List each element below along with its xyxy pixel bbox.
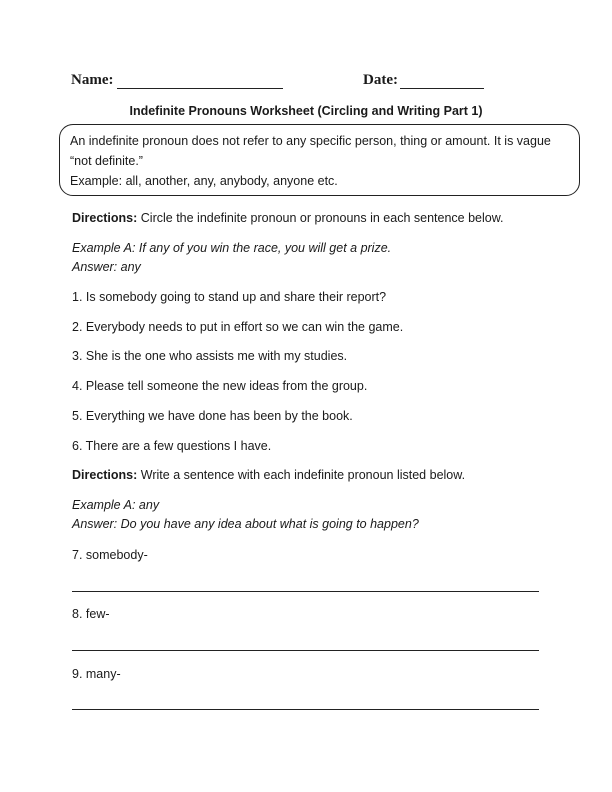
name-field[interactable] [117,74,283,89]
directions-text: Write a sentence with each indefinite pronoun listed below. [140,468,466,482]
write-item-8: 8. few- [72,607,110,621]
directions-label: Directions: [72,468,138,482]
definition-example: Example: all, another, any, anybody, anyone etc. [70,174,338,188]
sentence-item-6[interactable]: 6. There are a few questions I have. [72,439,272,453]
date-label: Date: [363,72,398,88]
answer-line-9[interactable] [72,709,539,710]
answer-line-8[interactable] [72,650,539,651]
date-field[interactable] [400,74,484,89]
answer-line-7[interactable] [72,591,539,592]
example-a: Example A: any [72,498,160,512]
sentence-item-5[interactable]: 5. Everything we have done has been by the book. [72,409,353,423]
example-answer: Answer: any [72,260,141,274]
sentence-item-2[interactable]: 2. Everybody needs to put in effort so we can win the game. [72,320,404,334]
example-answer: Answer: Do you have any idea about what is going to happen? [72,517,419,531]
worksheet-title: Indefinite Pronouns Worksheet (Circling and Writing Part 1) [129,104,483,118]
definition-line-2: “not definite.” [70,154,143,168]
write-item-9: 9. many- [72,667,121,681]
write-item-7: 7. somebody- [72,548,148,562]
sentence-item-3[interactable]: 3. She is the one who assists me with my studies. [72,349,348,363]
definition-box [59,124,580,196]
name-label: Name: [71,72,114,88]
definition-line-1: An indefinite pronoun does not refer to any specific person, thing or amount. It is vague [70,134,551,148]
directions-circle [72,211,504,225]
directions-text: Circle the indefinite pronoun or pronouns in each sentence below. [140,211,504,225]
directions-write [72,468,465,482]
sentence-item-1[interactable]: 1. Is somebody going to stand up and share their report? [72,290,387,304]
sentence-item-4[interactable]: 4. Please tell someone the new ideas from the group. [72,379,368,393]
directions-label: Directions: [72,211,138,225]
example-a: Example A: If any of you win the race, you will get a prize. [72,241,392,255]
